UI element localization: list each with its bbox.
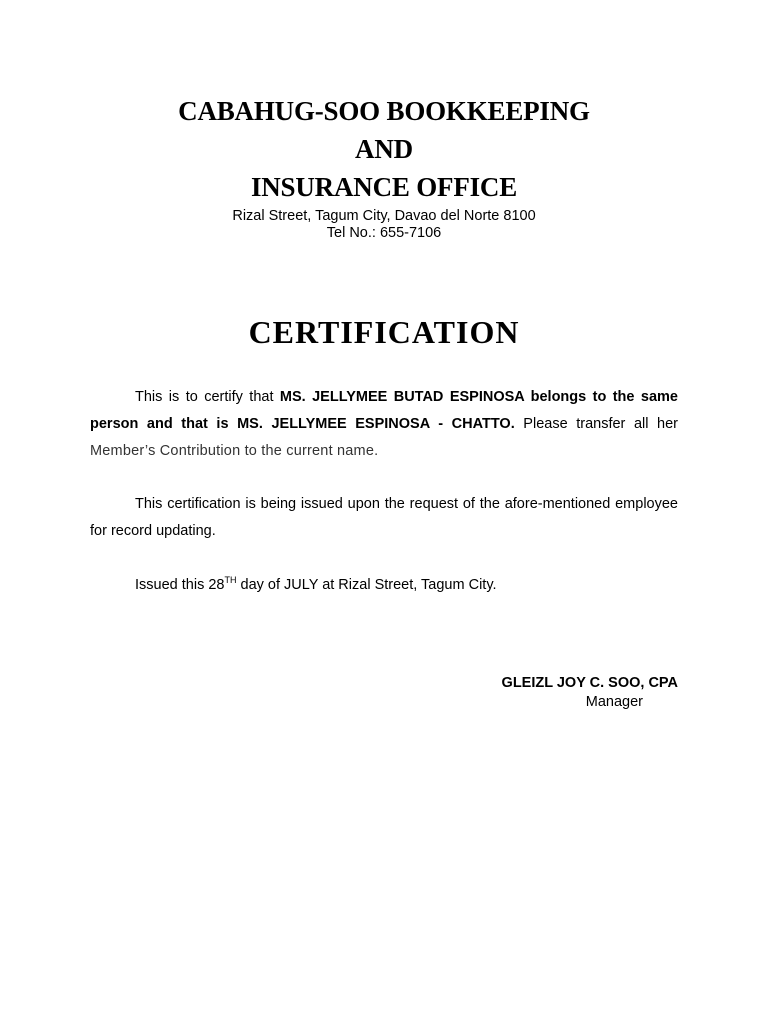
org-name-line1: CABAHUG-SOO BOOKKEEPING <box>178 96 590 126</box>
paragraph2-text: This certification is being issued upon the request of the afore-mentioned employee for record updating. <box>90 496 678 539</box>
letterhead <box>0 92 768 243</box>
signature-block <box>440 674 678 712</box>
org-name-line3: INSURANCE OFFICE <box>250 172 518 202</box>
signatory-name: GLEIZL JOY C. SOO, CPA <box>501 675 678 691</box>
paragraph1-request: Please transfer all her <box>514 416 678 432</box>
issued-before: Issued this 28 <box>135 577 225 593</box>
org-address: Rizal Street, Tagum City, Davao del Norte 8100 <box>232 208 536 224</box>
issued-paragraph <box>90 572 678 599</box>
paragraph1-intro: This is to certify that <box>135 389 280 405</box>
document-title: CERTIFICATION <box>248 314 520 350</box>
paragraph1-names: MS. JELLYMEE BUTAD ESPINOSA belongs to the same person and that is MS. JELLYMEE ESPINOSA - CHATTO. <box>90 389 678 432</box>
org-telephone: Tel No.: 655-7106 <box>326 225 442 241</box>
org-name-line2: AND <box>355 134 413 164</box>
issued-day-suffix: TH <box>224 575 237 586</box>
purpose-paragraph <box>90 491 678 545</box>
signatory-position: Manager <box>585 694 643 710</box>
certification-paragraph <box>90 384 678 465</box>
paragraph1-contribution: Member’s Contribution to the current name. <box>90 443 379 459</box>
issued-after: day of JULY at Rizal Street, Tagum City. <box>236 577 497 593</box>
